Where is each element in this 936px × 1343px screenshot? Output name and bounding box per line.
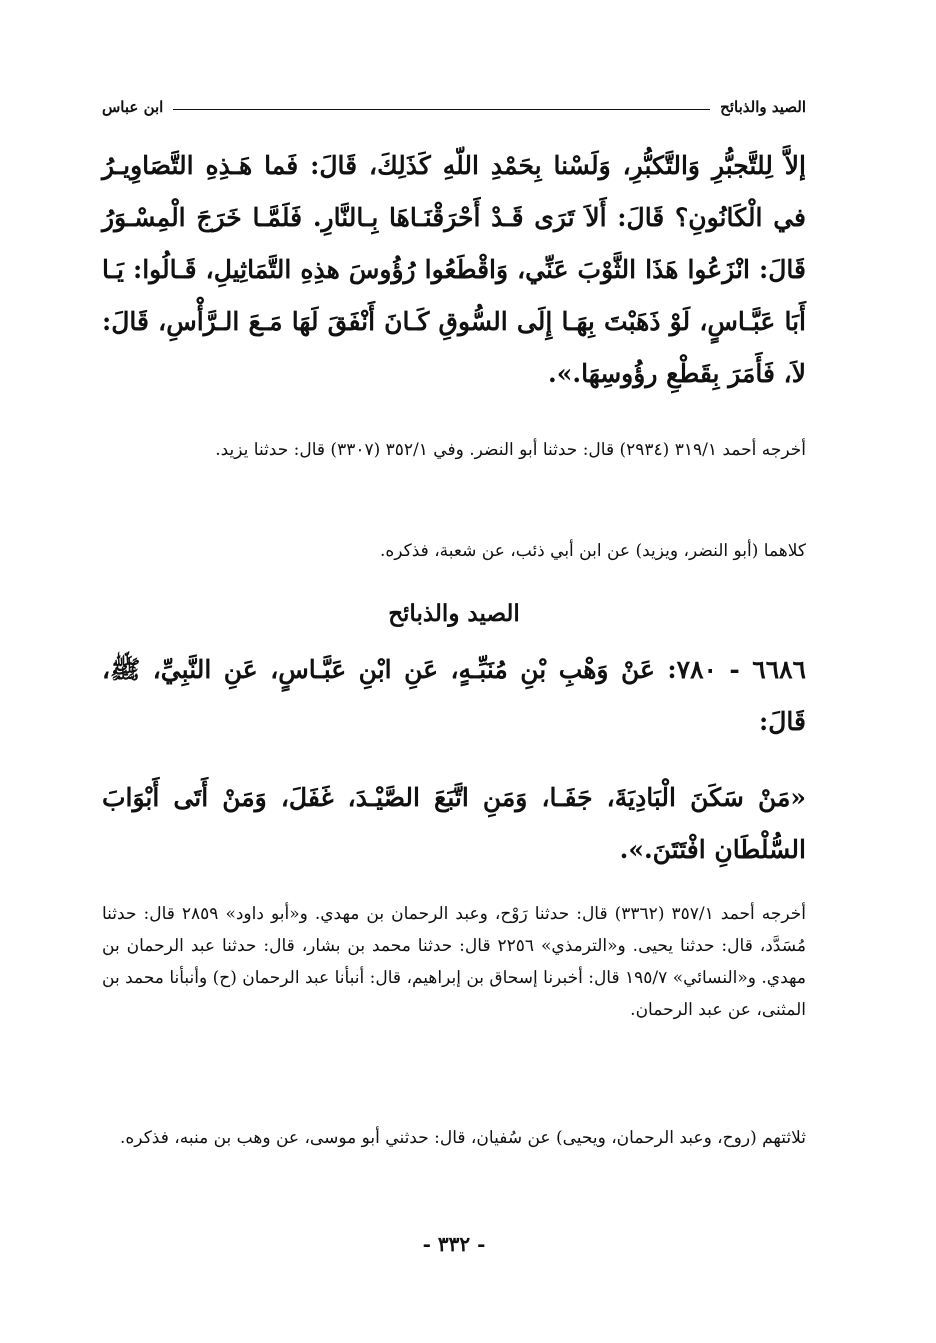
running-header (102, 92, 806, 116)
page-number: - ٣٣٢ - (422, 1232, 486, 1256)
header-chapter-title: الصيد والذبائح (720, 98, 806, 116)
hadith-6686-matn: «مَنْ سَكَنَ الْبَادِيَةَ، جَفَـا، وَمَنِ اتَّبَعَ الصَّيْـدَ، غَفَلَ، وَمَنْ أَتَى أَبْوَابَ السُّلْطَانِ افْتَتَنَ.». (102, 783, 806, 864)
footnote-takhrij-2: أخرجه أحمد ٣٥٧/١ (٣٣٦٢) قال: حدثنا رَوْح، وعبد الرحمان بن مهدي. و«أبو داود» ٢٨٥٩ قال: حدثنا مُسَدَّد، قال: حدثنا يحيى. و«الترمذي» ٢٢٥٦ قال: حدثنا محمد بن بشار، قال: حدثنا عبد الرحمان بن مهدي. و«النسائي» ١٩٥/٧ قال: أخبرنا إسحاق بن إبراهيم، قال: أنبأنا عبد الرحمان (ح) وأنبأنا محمد بن المثنى، عن عبد الرحمان. (102, 904, 807, 1020)
header-rule (173, 109, 710, 110)
footnote-summary-1: كلاهما (أبو النضر، ويزيد) عن ابن أبي ذئب، عن شعبة، فذكره. (379, 541, 806, 561)
footnote-takhrij-1: أخرجه أحمد ٣١٩/١ (٢٩٣٤) قال: حدثنا أبو النضر. وفي ٣٥٢/١ (٣٣٠٧) قال: حدثنا يزيد. (215, 440, 806, 460)
hadith-6686-isnad: ٦٦٨٦ - ٧٨٠: عَنْ وَهْبِ بْنِ مُنَبِّـهٍ، عَنِ ابْنِ عَبَّـاسٍ، عَنِ النَّبِيِّ، ﷺ، قَالَ: (102, 655, 806, 736)
section-title: الصيد والذبائح (388, 600, 520, 627)
hadith-continuation: إلاَّ لِلتَّجبُّرِ وَالتَّكبُّرِ، وَلَسْنا بِحَمْدِ اللّهِ كَذَلِكَ، قَالَ: فَما هَـذِهِ التَّصَاوِيـرُ في الْكَانُونِ؟ قَالَ: أَلاَ تَرَى قَـدْ أَحْرَقْنَـاهَا بِـالنَّارِ. فَلَمَّـا خَرَجَ الْمِسْـوَرُ قَالَ: انْزَعُوا هَذَا الثَّوْبَ عَنِّي، وَاقْطَعُوا رُؤُوسَ هذِهِ التَّمَاثِيلِ، قَـالُوا: يَـا أَبَا عَبَّـاسٍ، لَوْ ذَهَبْتَ بِهَـا إِلَى السُّوقِ كَـانَ أَنْفَقَ لَهَا مَـعَ الـرَّأْسِ، قَالَ: لاَ، فَأَمَرَ بِقَطْعِ رؤُوسِهَا.». (102, 151, 806, 388)
header-companion-name: ابن عباس (102, 98, 164, 116)
footnote-summary-2: ثلاثتهم (روح، وعبد الرحمان، ويحيى) عن سُفيان، قال: حدثني أبو موسى، عن وهب بن منبه، فذكره. (120, 1128, 806, 1148)
